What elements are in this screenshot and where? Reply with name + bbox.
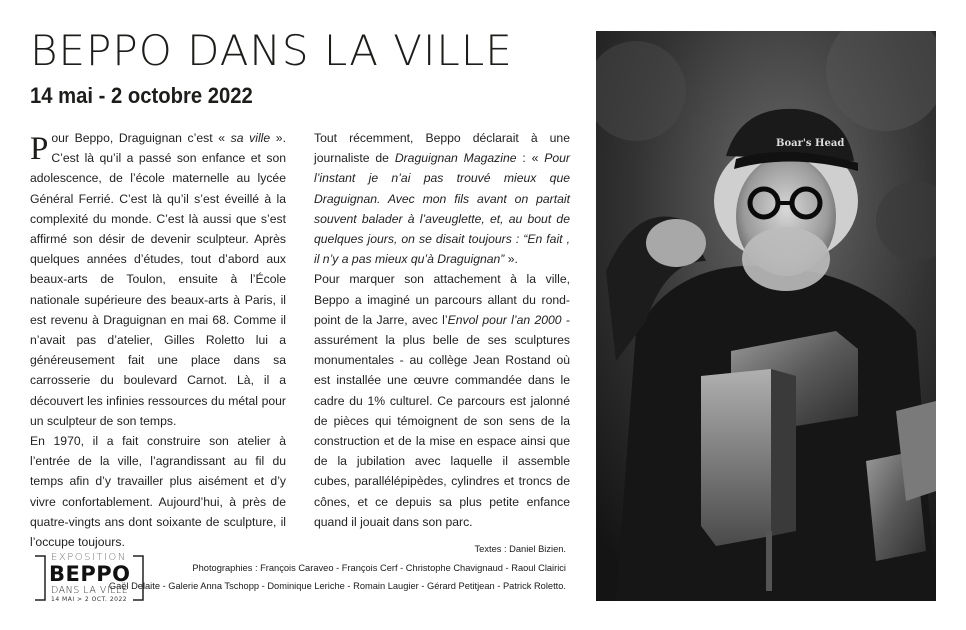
text-run: ». C’est là qu’il a passé son enfance et son adolescence, de l’école maternelle au lycée Général Ferrié. C’est là qu’il s’est éveillé à la complexité du monde. C’est là aussi que s’est affirmé son désir de devenir sculpteur. Après quelques années d’études, tout d’abord aux beaux-arts de Toulon, ensuite à l’École nationale supérieure des beaux-arts à Paris, il est revenu à Draguignan en mai 68. Comme il n’avait pas d’atelier, Gilles Roletto lui a généreusement fait une place dans sa carrosserie du boulevard Carnot. Là, il a découvert les infinies ressources du métal pour un sculpteur de son temps. [30,131,286,428]
dropcap: P [30,131,49,167]
logo-dates: 14 MAI > 2 OCT. 2022 [51,596,128,603]
emphasis-text: sa ville [230,131,271,145]
text-run: ». [504,252,518,267]
cap-logo-text: Boar's Head [776,138,845,149]
page-title: BEPPO DANS LA VILLE [30,26,513,75]
emphasis-text: Envol pour l’an 2000 [447,312,562,327]
logo-exposition: EXPOSITION [51,552,127,563]
exhibition-dates: 14 mai - 2 octobre 2022 [30,83,253,108]
logo-dans-la-ville: DANS LA VILLE [51,585,129,596]
credits-texts: Textes : Daniel Bizien. [474,544,566,554]
left-paragraph-1 [30,128,286,431]
credits-photographs-continued: Gaël Delaite - Galerie Anna Tschopp - Dominique Leriche - Romain Laugier - Gérard Petitjean - Patrick Roletto. [108,581,566,591]
right-paragraph-1 [314,128,570,269]
text-run: our Beppo, Draguignan c’est « [51,131,231,145]
text-run: Tout récemment, Beppo déclarait à une journaliste de [314,131,570,166]
credits-block [109,540,566,596]
portrait-illustration [596,31,936,601]
quote-text: Pour l’instant je n’ai pas trouvé mieux que Draguignan. Avec mon fils avant on partait souvent balader à l’aveuglette, et, au bout de quelques jours, on se disait toujours : “En fait , il n’y a pas mieux qu’à Draguignan” [314,151,570,267]
text-run: Pour marquer son attachement à la ville, Beppo a imaginé un parcours allant du rond-point de la Jarre, avec l’ [314,272,570,327]
credits-photographs: Photographies : François Caraveo - François Cerf - Christophe Chavignaud - Raoul Clairici [192,562,566,573]
portrait-photo [596,31,936,601]
right-paragraph-2 [314,269,570,532]
text-run: : « [516,151,545,166]
exhibition-logo [29,552,147,603]
left-text-column [30,128,286,552]
emphasis-text: Draguignan Magazine [394,151,517,166]
left-paragraph-2: En 1970, il a fait construire son atelier à l’entrée de la ville, l’agrandissant au fil du temps afin d’y travailler plus aisément et d’y vivre confortablement. Aujourd’hui, à près de quatre-vingts ans dont soixante de sculpture, il l’occupe toujours. [30,434,286,550]
text-run: - assurément la plus belle de ses sculptures monumentales - au collège Jean Rostand où est installée une œuvre commandée dans le cadre du 1% culturel. Ce parcours est jalonné de pièces qui témoignent de son sens de la construction et de la mise en espace ainsi que de la jubilation avec laquelle il assemble cubes, parallélépipèdes, cylindres et troncs de cônes, et ce depuis sa plus petite enfance quand il jouait dans son parc. [314,312,571,529]
logo-beppo: BEPPO [49,562,131,586]
right-text-column [314,128,570,532]
